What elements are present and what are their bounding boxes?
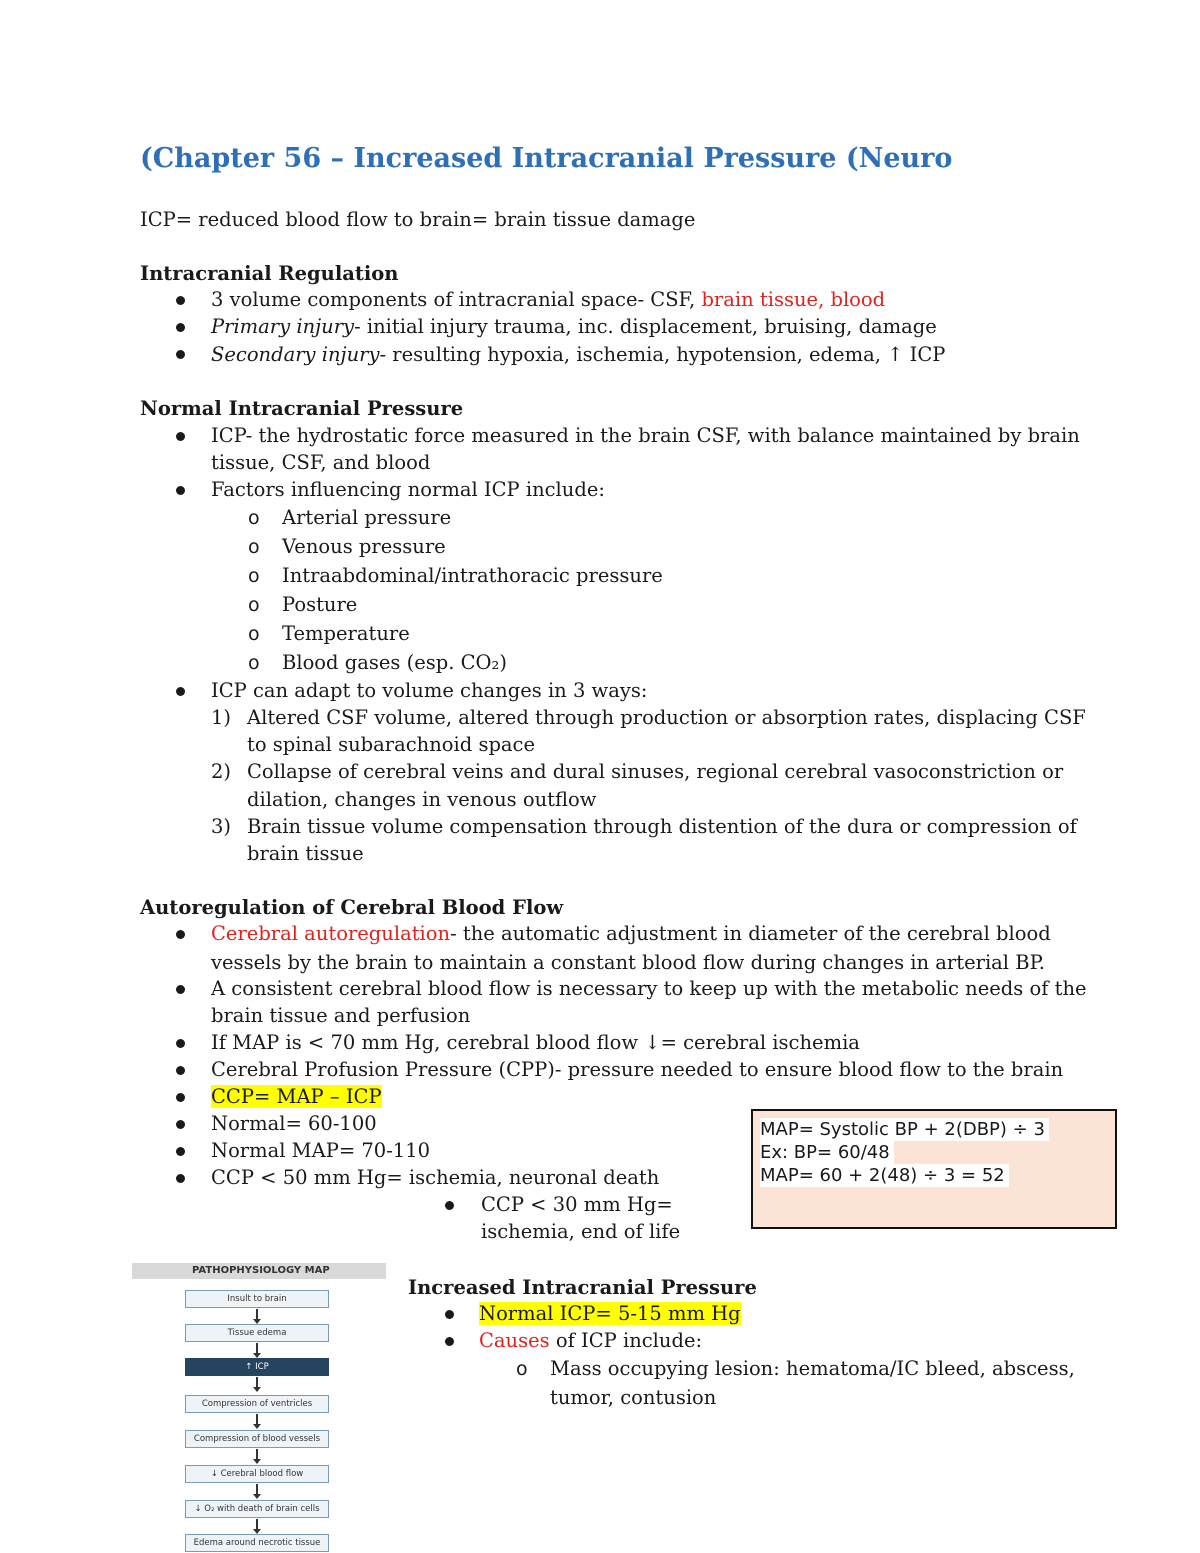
- numbered-item: Altered CSF volume, altered through production or absorption rates, displacing CSF: [247, 706, 1086, 729]
- circle-bullet-icon: o: [248, 594, 260, 616]
- bullet-icon: [176, 1174, 185, 1183]
- list-item: CCP < 30 mm Hg=: [481, 1193, 673, 1216]
- bullet-icon: [176, 296, 185, 305]
- numbered-item: Brain tissue volume compensation through distention of the dura or compression of: [247, 815, 1077, 838]
- section-heading-normal: Normal Intracranial Pressure: [140, 397, 464, 420]
- map-formula-line: MAP= Systolic BP + 2(DBP) ÷ 3: [760, 1118, 1049, 1141]
- bullet-icon: [176, 930, 185, 939]
- numbered-item-continued: to spinal subarachnoid space: [247, 733, 536, 756]
- sub-list-item: Temperature: [282, 622, 410, 645]
- sub-list-item: Arterial pressure: [282, 506, 452, 529]
- numbered-marker: 3): [211, 815, 232, 838]
- figure-header: PATHOPHYSIOLOGY MAP: [132, 1263, 386, 1279]
- down-arrow-icon: [256, 1449, 258, 1460]
- bullet-icon: [176, 1147, 185, 1156]
- numbered-item: Collapse of cerebral veins and dural sinuses, regional cerebral vasoconstriction or: [247, 760, 1064, 783]
- circle-bullet-icon: o: [248, 536, 260, 558]
- bullet-icon: [176, 323, 185, 332]
- list-item: Primary injury- initial injury trauma, inc. displacement, bruising, damage: [211, 315, 937, 338]
- list-item: Factors influencing normal ICP include:: [211, 478, 605, 501]
- list-item-continued: tissue, CSF, and blood: [211, 451, 431, 474]
- sub-list-item: Intraabdominal/intrathoracic pressure: [282, 564, 663, 587]
- sub-list-item-continued: tumor, contusion: [550, 1386, 717, 1409]
- bullet-icon: [176, 486, 185, 495]
- bullet-icon: [176, 1120, 185, 1129]
- circle-bullet-icon: o: [248, 652, 260, 674]
- circle-bullet-icon: o: [248, 507, 260, 529]
- down-arrow-icon: [256, 1484, 258, 1495]
- sub-list-item: Posture: [282, 593, 358, 616]
- page-title: (Chapter 56 – Increased Intracranial Pressure (Neuro: [140, 143, 953, 174]
- bullet-icon: [176, 1039, 185, 1048]
- map-formula-box: [751, 1109, 1117, 1229]
- numbered-item-continued: brain tissue: [247, 842, 364, 865]
- flow-box: Tissue edema: [185, 1324, 329, 1342]
- list-item-highlighted: Normal ICP= 5-15 mm Hg: [479, 1302, 741, 1325]
- bullet-icon: [176, 985, 185, 994]
- list-item: ICP- the hydrostatic force measured in the brain CSF, with balance maintained by brain: [211, 424, 1080, 447]
- list-item: Cerebral autoregulation- the automatic adjustment in diameter of the cerebral blood: [211, 922, 1051, 945]
- list-item: Normal= 60-100: [211, 1112, 377, 1135]
- list-item: ICP can adapt to volume changes in 3 ways:: [211, 679, 648, 702]
- list-item: Cerebral Profusion Pressure (CPP)- pressure needed to ensure blood flow to the brain: [211, 1058, 1064, 1081]
- down-arrow-icon: [256, 1519, 258, 1530]
- flow-box: Edema around necrotic tissue: [185, 1534, 329, 1552]
- map-result-line: MAP= 60 + 2(48) ÷ 3 = 52: [760, 1164, 1009, 1187]
- map-example-line: Ex: BP= 60/48: [760, 1141, 894, 1164]
- bullet-icon: [176, 350, 185, 359]
- section-heading-regulation: Intracranial Regulation: [140, 262, 399, 285]
- section-heading-increased: Increased Intracranial Pressure: [408, 1276, 757, 1299]
- flow-box: ↓ O₂ with death of brain cells: [185, 1500, 329, 1518]
- pathophysiology-map-figure: [132, 1263, 386, 1553]
- sub-list-item: Blood gases (esp. CO₂): [282, 651, 507, 674]
- down-arrow-icon: [256, 1377, 258, 1388]
- intro-text: ICP= reduced blood flow to brain= brain tissue damage: [140, 208, 696, 231]
- bullet-icon: [176, 1093, 185, 1102]
- list-item: CCP < 50 mm Hg= ischemia, neuronal death: [211, 1166, 660, 1189]
- circle-bullet-icon: o: [248, 565, 260, 587]
- list-item: 3 volume components of intracranial space- CSF, brain tissue, blood: [211, 288, 886, 311]
- bullet-icon: [176, 687, 185, 696]
- flow-box: ↑ ICP: [185, 1358, 329, 1376]
- flow-box: ↓ Cerebral blood flow: [185, 1465, 329, 1483]
- sub-list-item: Mass occupying lesion: hematoma/IC bleed, abscess,: [550, 1357, 1075, 1380]
- circle-bullet-icon: o: [248, 623, 260, 645]
- flow-box: Insult to brain: [185, 1290, 329, 1308]
- bullet-icon: [176, 432, 185, 441]
- down-arrow-icon: [256, 1343, 258, 1354]
- bullet-icon: [176, 1066, 185, 1075]
- list-item: If MAP is < 70 mm Hg, cerebral blood flow ↓= cerebral ischemia: [211, 1031, 860, 1054]
- list-item-continued: vessels by the brain to maintain a constant blood flow during changes in arterial BP.: [211, 951, 1045, 974]
- flow-box: Compression of blood vessels: [185, 1430, 329, 1448]
- list-item-highlighted: CCP= MAP – ICP: [211, 1085, 382, 1108]
- sub-list-item: Venous pressure: [282, 535, 446, 558]
- numbered-marker: 2): [211, 760, 232, 783]
- flow-box: Compression of ventricles: [185, 1395, 329, 1413]
- down-arrow-icon: [256, 1414, 258, 1425]
- list-item: A consistent cerebral blood flow is necessary to keep up with the metabolic needs of the: [211, 977, 1087, 1000]
- bullet-icon: [445, 1310, 454, 1319]
- section-heading-autoregulation: Autoregulation of Cerebral Blood Flow: [140, 896, 564, 919]
- list-item: Normal MAP= 70-110: [211, 1139, 431, 1162]
- down-arrow-icon: [256, 1309, 258, 1320]
- bullet-icon: [445, 1201, 454, 1210]
- bullet-icon: [445, 1337, 454, 1346]
- list-item-continued: ischemia, end of life: [481, 1220, 681, 1243]
- list-item: Secondary injury- resulting hypoxia, ischemia, hypotension, edema, ↑ ICP: [211, 343, 946, 366]
- numbered-marker: 1): [211, 706, 232, 729]
- numbered-item-continued: dilation, changes in venous outflow: [247, 788, 597, 811]
- circle-bullet-icon: o: [516, 1358, 528, 1380]
- list-item: Causes of ICP include:: [479, 1329, 703, 1352]
- list-item-continued: brain tissue and perfusion: [211, 1004, 471, 1027]
